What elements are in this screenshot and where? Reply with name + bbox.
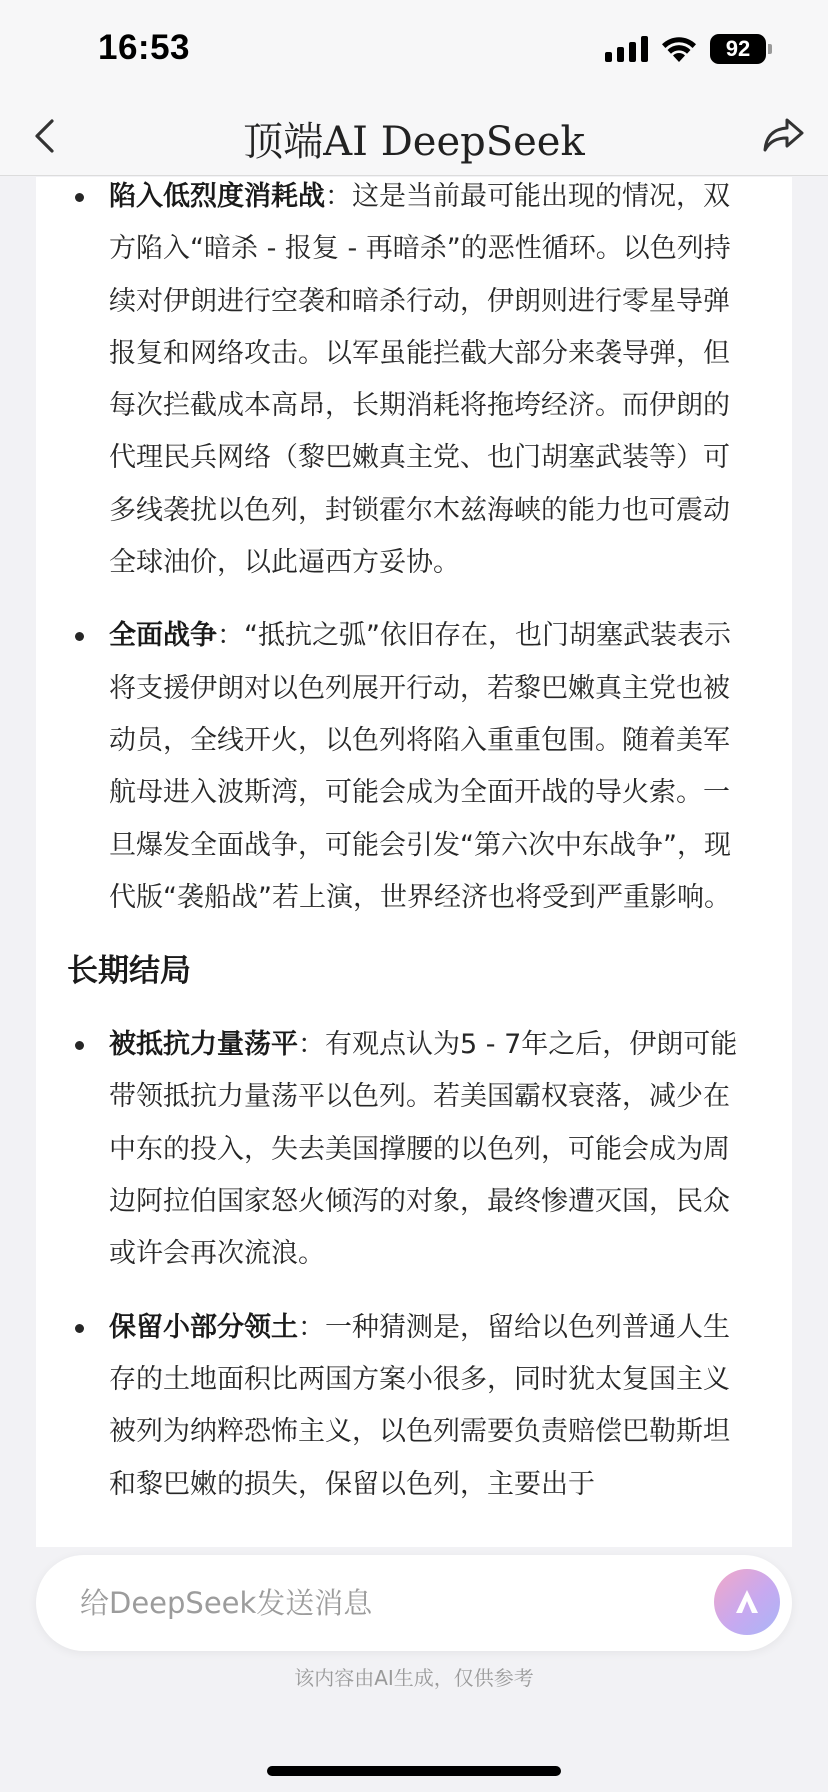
message-input[interactable] [80, 1555, 680, 1651]
deepseek-send-icon [731, 1586, 763, 1618]
list-item [36, 610, 792, 924]
list-item-term: 陷入低烈度消耗战 [109, 181, 325, 212]
section-heading: 长期结局 [67, 953, 191, 990]
status-bar [0, 0, 828, 100]
list-item [36, 177, 792, 589]
list-item-text: ：“抵抗之弧”依旧存在，也门胡塞武装表示将支援伊朗对以色列展开行动，若黎巴嫩真主党也被动员，全线开火，以色列将陷入重重包围。随着美军航母进入波斯湾，可能会成为全面开战的导火索。一旦爆发全面战争，可能会引发“第六次中东战争”，现代版“袭船战”若上演，世界经济也将受到严重影响。 [109, 620, 731, 913]
navigation-bar [0, 100, 828, 176]
list-item-term: 被抵抗力量荡平 [109, 1029, 298, 1061]
send-button[interactable] [714, 1569, 780, 1635]
page-title: 顶端AI DeepSeek [243, 119, 585, 165]
home-indicator [267, 1766, 561, 1776]
battery-level: 92 [725, 36, 751, 61]
list-item-term: 保留小部分领土 [109, 1311, 298, 1343]
status-time: 16:53 [98, 28, 191, 67]
answer-content[interactable] [36, 177, 792, 1547]
list-item-text: ：有观点认为5 - 7年之后，伊朗可能带领抵抗力量荡平以色列。若美国霸权衰落，减少在中东的投入，失去美国撑腰的以色列，可能会成为周边阿拉伯国家怒火倾泻的对象，最终惨遭灭国，民众或许会再次流浪。 [109, 1029, 738, 1270]
message-input-container [36, 1555, 792, 1651]
status-icons [605, 32, 766, 66]
ai-disclaimer: 该内容由AI生成，仅供参考 [294, 1666, 534, 1690]
battery-icon [710, 34, 766, 64]
list-item [36, 1302, 792, 1511]
list-item-text: ：这是当前最可能出现的情况，双方陷入“暗杀 - 报复 - 再暗杀”的恶性循环。以色列持续对伊朗进行空袭和暗杀行动，伊朗则进行零星导弹报复和网络攻击。以军虽能拦截大部分来袭导弹，但每次拦截成本高昂，长期消耗将拖垮经济。而伊朗的代理民兵网络（黎巴嫩真主党、也门胡塞武装等）可多线袭扰以色列，封锁霍尔木兹海峡的能力也可震动全球油价，以此逼西方妥协。 [109, 181, 731, 579]
cellular-signal-icon [605, 36, 648, 62]
list-item [36, 1019, 792, 1280]
list-item-text: ：一种猜测是，留给以色列普通人生存的土地面积比两国方案小很多，同时犹太复国主义被列为纳粹恐怖主义，以色列需要负责赔偿巴勒斯坦和黎巴嫩的损失，保留以色列，主要出于 [109, 1311, 730, 1500]
list-item-term: 全面战争 [109, 620, 217, 652]
long-term-outcome-list [36, 1019, 792, 1511]
share-icon[interactable] [760, 112, 806, 158]
scenario-list [36, 177, 792, 924]
wifi-icon [660, 35, 698, 63]
